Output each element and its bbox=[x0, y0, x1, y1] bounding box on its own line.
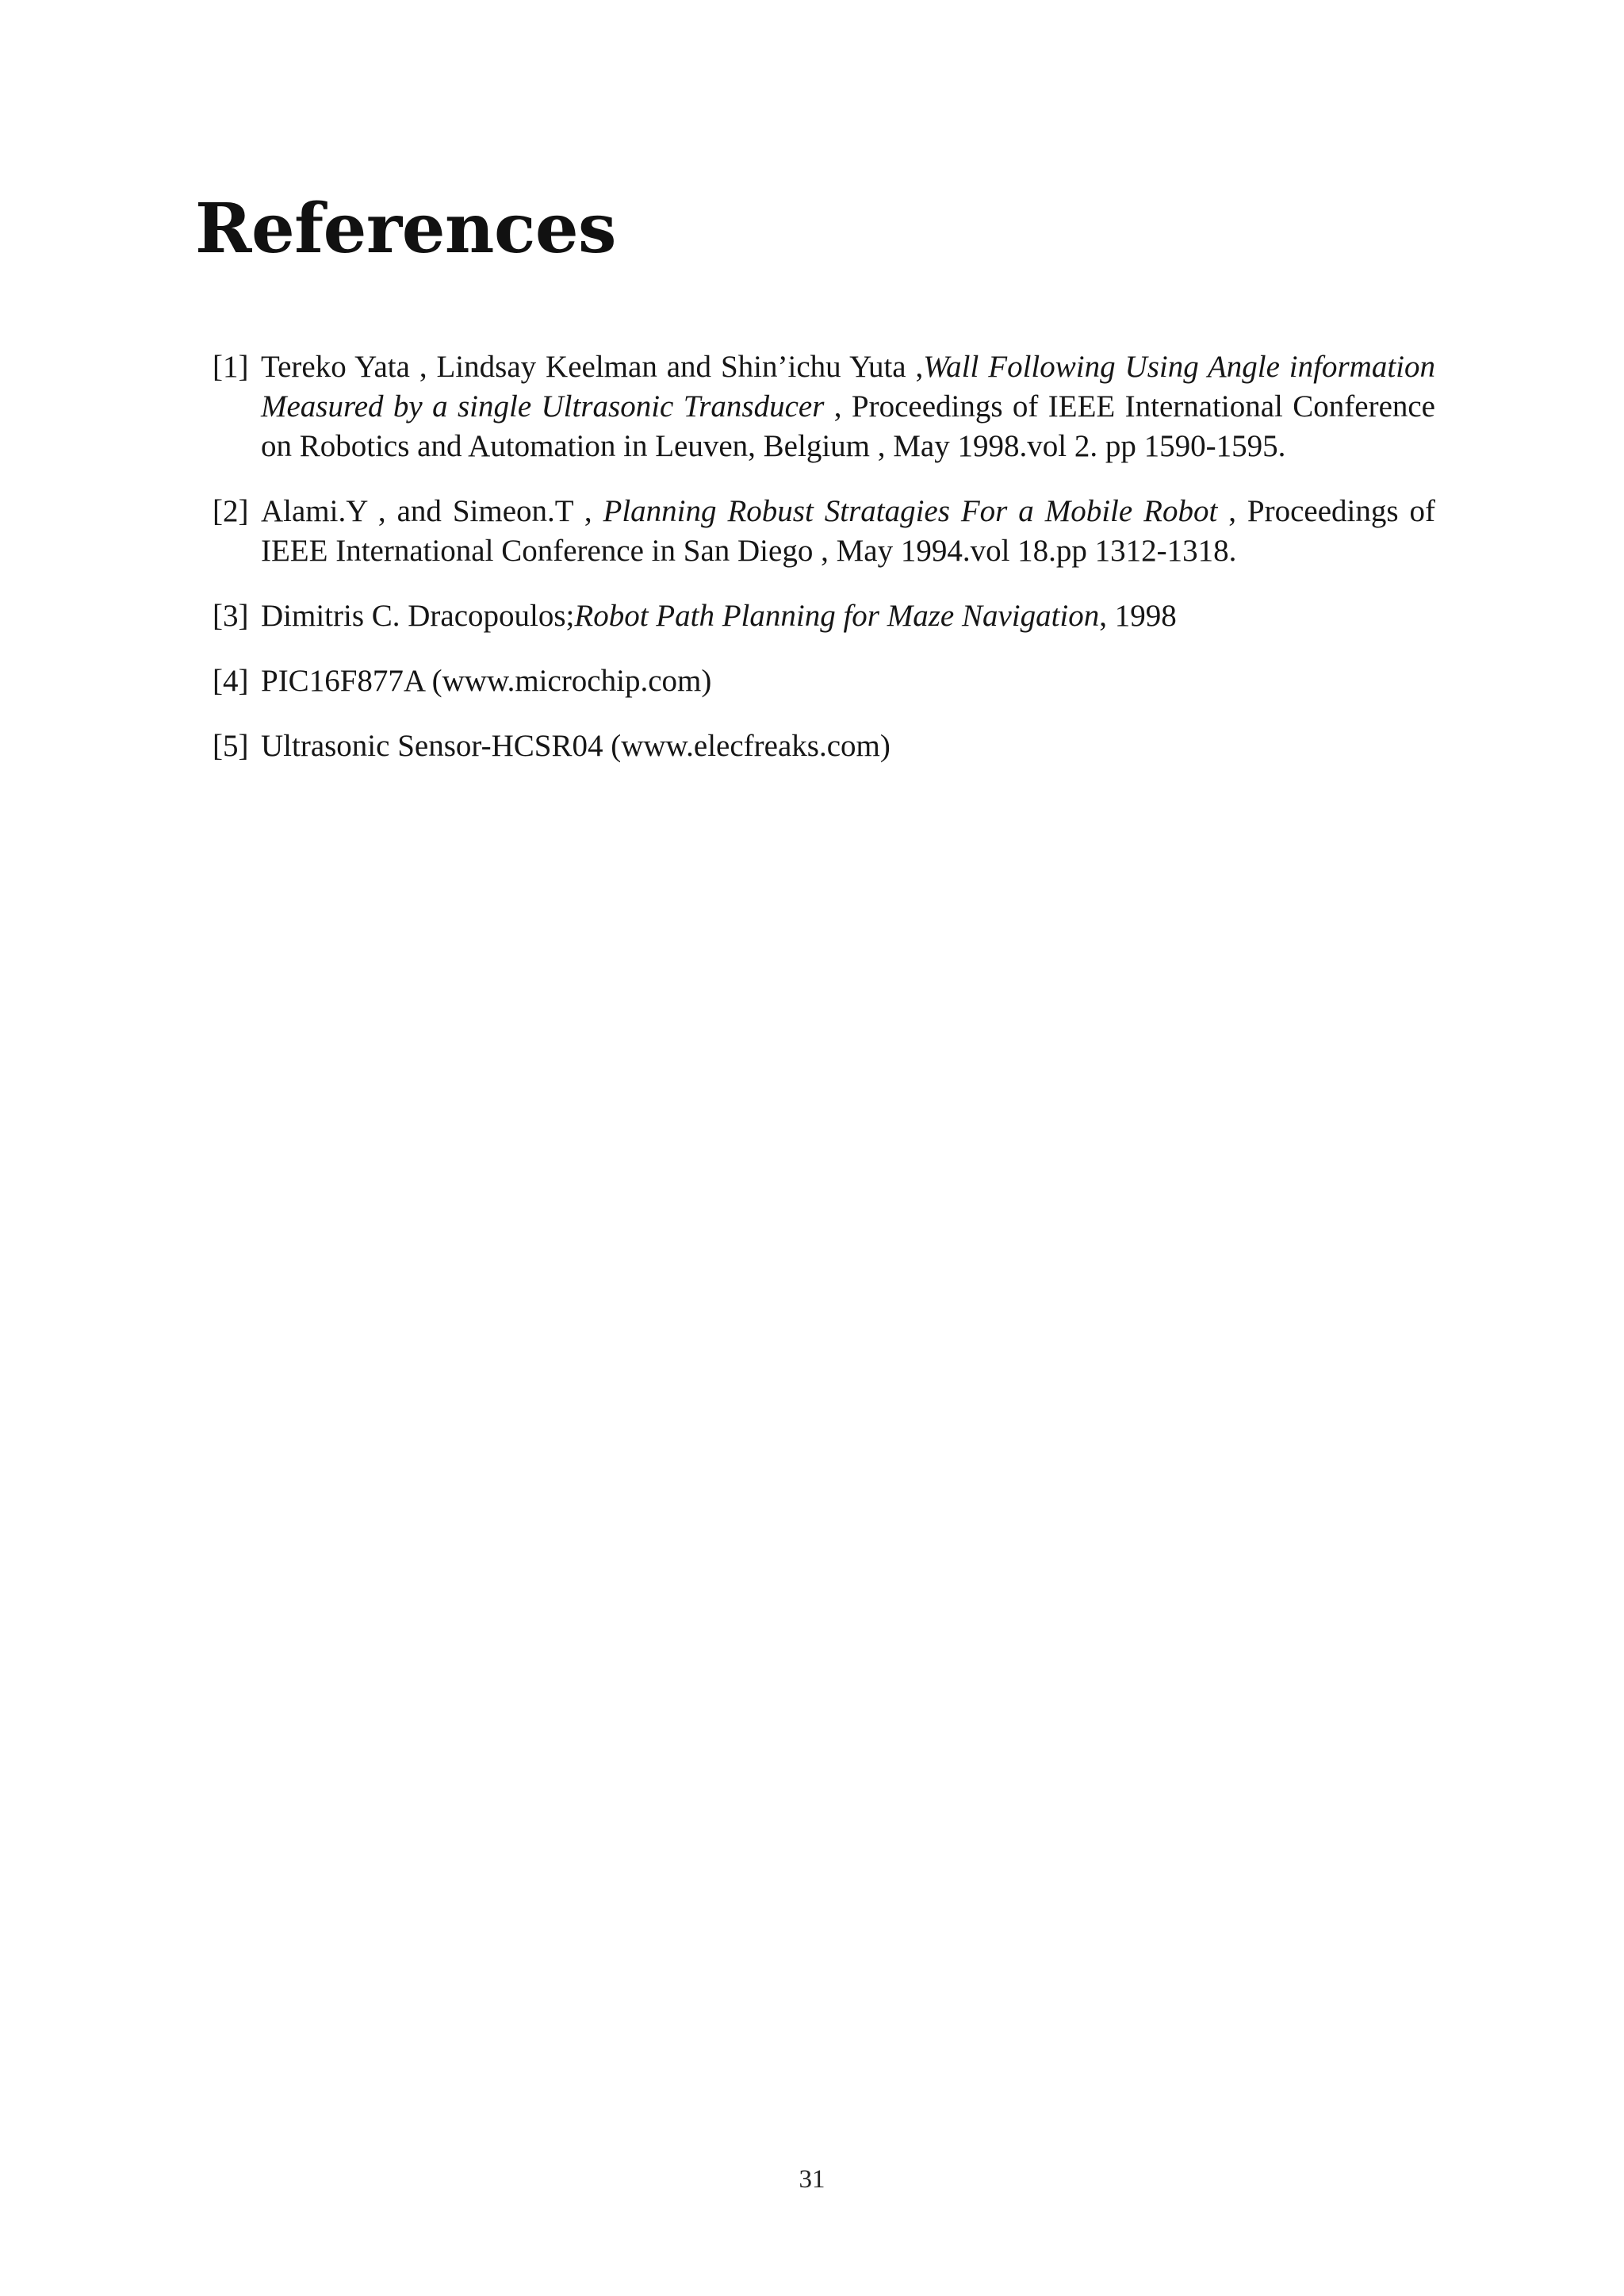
reference-number: [1] bbox=[213, 350, 249, 384]
reference-authors: Alami.Y , and Simeon.T , bbox=[261, 494, 603, 528]
reference-number: [3] bbox=[213, 599, 249, 633]
reference-text: PIC16F877A (www.microchip.com) bbox=[261, 664, 712, 698]
reference-text: Ultrasonic Sensor-HCSR04 (www.elecfreaks.com) bbox=[261, 729, 891, 763]
reference-title: Wall Following Using Angle information Measured by a single Ultrasonic Transducer bbox=[261, 350, 1435, 424]
reference-details: , Proceedings of IEEE International Conference in San Diego , May 1994.vol 18.pp 1312-1318. bbox=[261, 494, 1435, 568]
reference-title: Planning Robust Stratagies For a Mobile Robot bbox=[603, 494, 1218, 528]
reference-details: , Proceedings of IEEE International Conference on Robotics and Automation in Leuven, Belgium , May 1998.vol 2. pp 1590-1595. bbox=[261, 389, 1435, 463]
reference-authors: Tereko Yata , Lindsay Keelman and Shin’ichu Yuta , bbox=[261, 350, 924, 384]
reference-item-3 bbox=[213, 596, 1435, 636]
page-title: References bbox=[195, 189, 616, 269]
reference-item-4 bbox=[213, 661, 1435, 701]
reference-item-5 bbox=[213, 726, 1435, 766]
reference-item-1 bbox=[213, 347, 1435, 466]
page-number: 31 bbox=[799, 2165, 825, 2194]
reference-number: [2] bbox=[213, 494, 249, 528]
reference-authors: Dimitris C. Dracopoulos; bbox=[261, 599, 575, 633]
reference-title: Robot Path Planning for Maze Navigation bbox=[574, 599, 1100, 633]
reference-number: [4] bbox=[213, 664, 249, 698]
reference-item-2 bbox=[213, 492, 1435, 571]
reference-details: , 1998 bbox=[1099, 599, 1177, 633]
reference-list bbox=[213, 347, 1435, 792]
reference-number: [5] bbox=[213, 729, 249, 763]
